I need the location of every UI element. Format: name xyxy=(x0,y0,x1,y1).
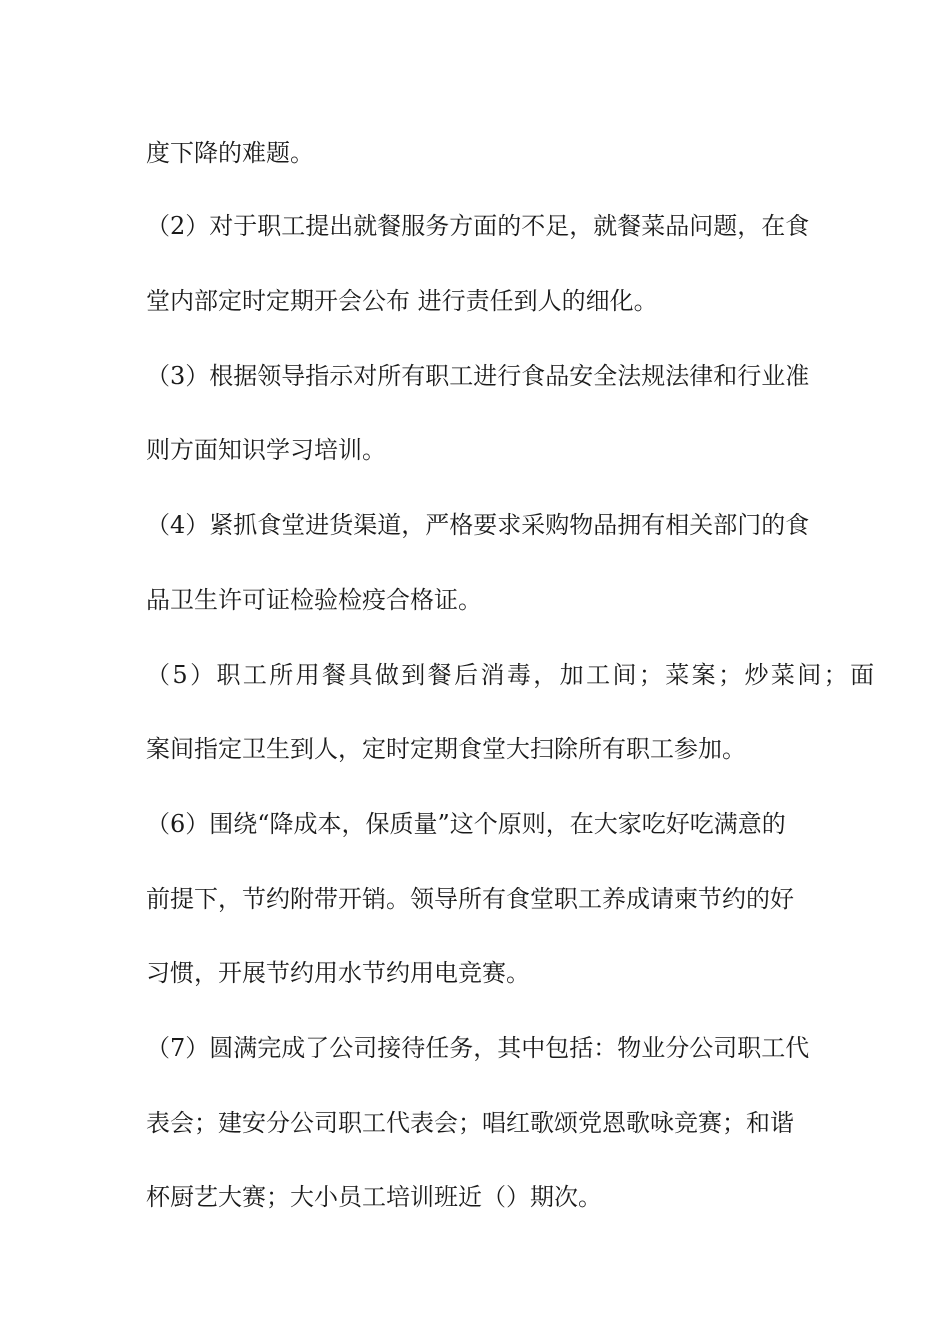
paragraph-line: （2）对于职工提出就餐服务方面的不足，就餐菜品问题，在食 xyxy=(146,212,810,240)
paragraph-line: 堂内部定时定期开会公布 进行责任到人的细化。 xyxy=(146,287,658,315)
paragraph-line: 习惯，开展节约用水节约用电竞赛。 xyxy=(146,959,530,987)
paragraph-line: 前提下，节约附带开销。领导所有食堂职工养成请柬节约的好 xyxy=(146,885,794,913)
paragraph-line: 杯厨艺大赛；大小员工培训班近（）期次。 xyxy=(146,1183,602,1211)
paragraph-line: （7）圆满完成了公司接待任务，其中包括：物业分公司职工代 xyxy=(146,1034,810,1062)
paragraph-line: （6）围绕“降成本，保质量”这个原则，在大家吃好吃满意的 xyxy=(146,810,786,838)
paragraph-line: （4）紧抓食堂进货渠道，严格要求采购物品拥有相关部门的食 xyxy=(146,511,810,539)
paragraph-line: 度下降的难题。 xyxy=(146,139,314,167)
paragraph-line: 则方面知识学习培训。 xyxy=(146,436,386,464)
paragraph-line: （3）根据领导指示对所有职工进行食品安全法规法律和行业准 xyxy=(146,362,810,390)
paragraph-line: 品卫生许可证检验检疫合格证。 xyxy=(146,586,482,614)
paragraph-line: （5）职工所用餐具做到餐后消毒，加工间；菜案；炒菜间；面 xyxy=(146,661,877,689)
paragraph-line: 表会；建安分公司职工代表会；唱红歌颂党恩歌咏竞赛；和谐 xyxy=(146,1109,794,1137)
paragraph-line: 案间指定卫生到人，定时定期食堂大扫除所有职工参加。 xyxy=(146,735,746,763)
